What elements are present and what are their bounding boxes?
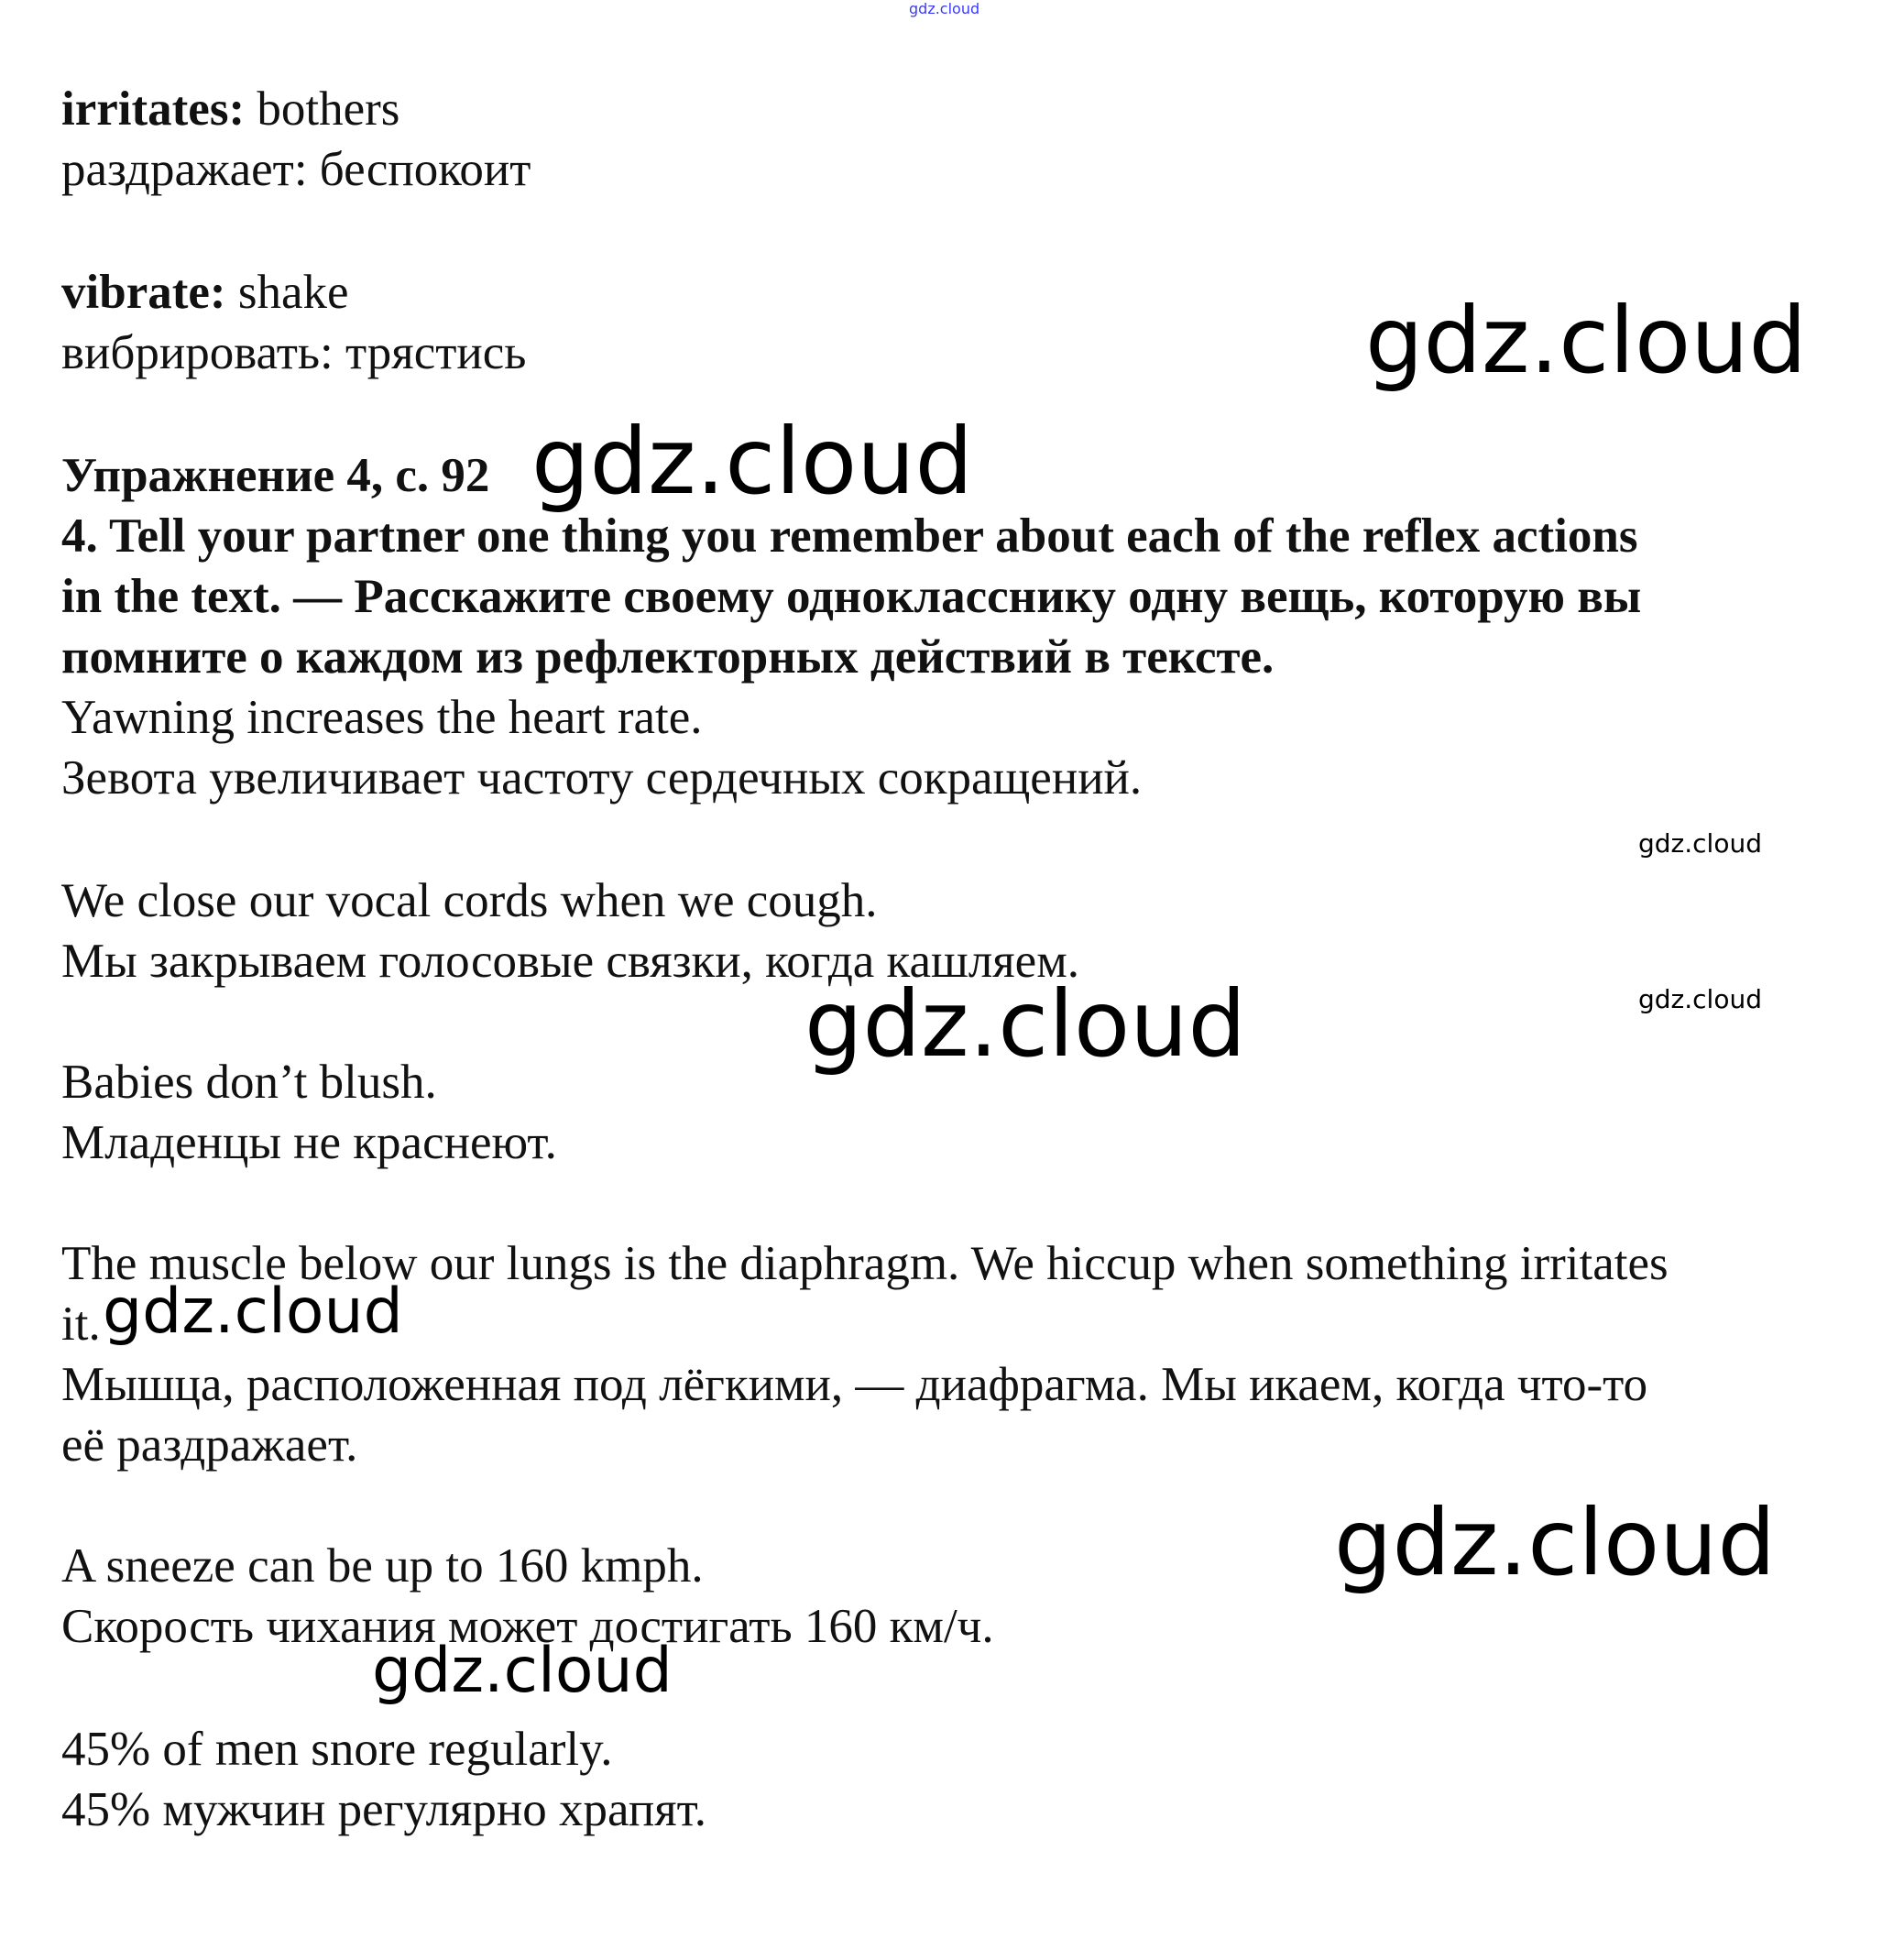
watermark-upper-right: gdz.cloud — [1365, 287, 1808, 394]
answer-1-en: Yawning increases the heart rate. — [61, 691, 703, 744]
exercise-heading: Упражнение 4, с. 92 — [61, 449, 490, 502]
watermark-lower-right: gdz.cloud — [1334, 1489, 1777, 1596]
watermark-top: gdz.cloud — [909, 0, 980, 17]
watermark-bottom: gdz.cloud — [372, 1635, 673, 1707]
vocab-definition: shake — [237, 266, 349, 319]
watermark-small-right-2: gdz.cloud — [1638, 984, 1762, 1014]
answer-4-ru-1: Мышца, расположенная под лёгкими, — диафрагма. Мы икаем, когда что-то — [61, 1358, 1648, 1411]
answer-3-en: Babies don’t blush. — [61, 1056, 437, 1109]
task-line-3: помните о каждом из рефлекторных действий в тексте. — [61, 630, 1275, 684]
watermark-small-right-1: gdz.cloud — [1638, 828, 1762, 859]
vocab-term: irritates: — [61, 82, 246, 136]
answer-4-ru-2: её раздражает. — [61, 1418, 358, 1472]
task-line-2: in the text. — Расскажите своему однокласснику одну вещь, которую вы — [61, 570, 1642, 623]
answer-2-ru: Мы закрываем голосовые связки, когда кашляем. — [61, 935, 1079, 988]
answer-5-ru: Скорость чихания может достигать 160 км/ч. — [61, 1600, 994, 1653]
answer-2-en: We close our vocal cords when we cough. — [61, 874, 878, 927]
vocab-vibrate — [61, 262, 349, 323]
answer-5-en: A sneeze can be up to 160 kmph. — [61, 1539, 704, 1593]
vocab-translation: раздражает: беспокоит — [61, 143, 531, 196]
watermark-after-heading: gdz.cloud — [531, 408, 974, 515]
answer-6-en: 45% of men snore regularly. — [61, 1723, 613, 1776]
answer-4-en-1: The muscle below our lungs is the diaphragm. We hiccup when something irritates — [61, 1237, 1669, 1290]
answer-6-ru: 45% мужчин регулярно храпят. — [61, 1783, 707, 1836]
watermark-after-it: gdz.cloud — [103, 1276, 403, 1348]
vocab-term: vibrate: — [61, 266, 226, 319]
answer-3-ru: Младенцы не краснеют. — [61, 1116, 557, 1169]
vocab-irritates — [61, 79, 399, 139]
answer-1-ru: Зевота увеличивает частоту сердечных сокращений. — [61, 751, 1143, 805]
task-line-1: 4. Tell your partner one thing you remember about each of the reflex actions — [61, 509, 1638, 563]
answer-4-en-2: it. — [61, 1297, 101, 1351]
watermark-center: gdz.cloud — [804, 970, 1247, 1078]
vocab-definition: bothers — [257, 82, 400, 136]
vocab-translation: вибрировать: трястись — [61, 326, 527, 379]
